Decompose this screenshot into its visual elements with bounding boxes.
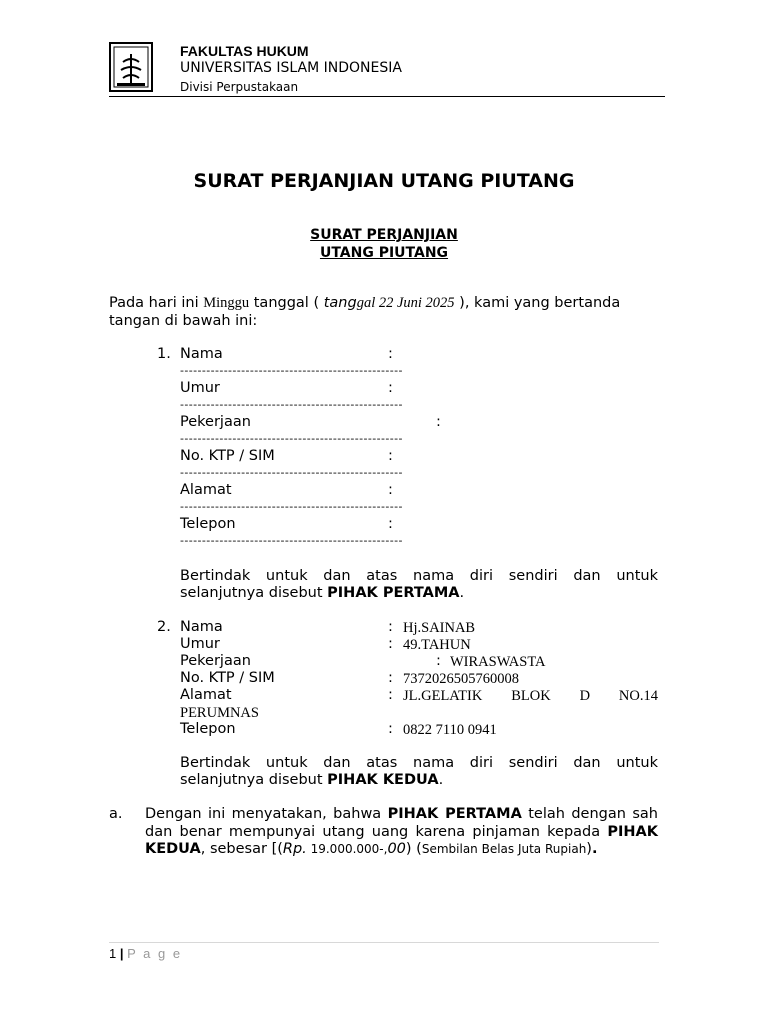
party1-statement-line-1: Bertindak untuk dan atas nama diri sendiri dan untuk: [180, 568, 658, 584]
party2-ktp-value: 7372026505760008: [403, 671, 519, 687]
party2-name-label: Nama: [180, 619, 223, 635]
party1-ktp-colon: :: [388, 448, 393, 464]
party2-address-label: Alamat: [180, 687, 232, 703]
intro-day: Minggu: [203, 295, 250, 311]
party2-age-value: 49.TAHUN: [403, 637, 471, 653]
party2-name-colon: :: [388, 619, 393, 635]
party1-number: 1.: [157, 346, 171, 362]
party1-age-dashes: ---------------------------------------------------: [180, 398, 403, 411]
subtitle-line-1: SURAT PERJANJIAN: [310, 227, 458, 243]
party1-age-colon: :: [388, 380, 393, 396]
page-footer: 1 | P a g e: [109, 946, 183, 961]
party2-phone-label: Telepon: [180, 721, 236, 737]
page-label: P a g e: [127, 946, 183, 961]
intro-date: gal 22 Juni 2025: [356, 295, 455, 311]
party2-phone-value: 0822 7110 0941: [403, 722, 497, 738]
page-number: 1: [109, 946, 117, 961]
party2-name-value: Hj.SAINAB: [403, 620, 476, 636]
party2-age-colon: :: [388, 636, 393, 652]
party1-address-colon: :: [388, 482, 393, 498]
party1-phone-dashes: ---------------------------------------------------: [180, 534, 403, 547]
party2-ktp-label: No. KTP / SIM: [180, 670, 275, 686]
party2-ktp-colon: :: [388, 670, 393, 686]
party1-job-colon: :: [436, 414, 441, 430]
party2-number: 2.: [157, 619, 171, 635]
party2-address-colon: :: [388, 687, 393, 703]
clause-a-amount: 19.000.000-,: [306, 842, 388, 856]
division-name: Divisi Perpustakaan: [180, 80, 299, 94]
party2-job-colon: :: [436, 653, 441, 669]
clause-a-marker: a.: [109, 806, 123, 822]
party2-designation: PIHAK KEDUA: [327, 772, 439, 788]
party2-statement-line-2: selanjutnya disebut PIHAK KEDUA.: [180, 772, 444, 788]
party1-job-label: Pekerjaan: [180, 414, 251, 430]
party2-address-value: JL.GELATIK BLOK D NO.14: [403, 688, 658, 704]
party1-age-label: Umur: [180, 380, 220, 396]
party1-phone-label: Telepon: [180, 516, 236, 532]
party1-statement-line-2: selanjutnya disebut PIHAK PERTAMA.: [180, 585, 465, 601]
faculty-name: FAKULTAS HUKUM: [180, 43, 309, 59]
university-logo: [109, 42, 153, 92]
party1-job-dashes: ---------------------------------------------------: [180, 432, 403, 445]
intro-line-2: tangan di bawah ini:: [109, 313, 258, 329]
party2-statement-line-1: Bertindak untuk dan atas nama diri sendiri dan untuk: [180, 755, 658, 771]
party2-age-label: Umur: [180, 636, 220, 652]
document-title: SURAT PERJANJIAN UTANG PIUTANG: [193, 170, 575, 192]
clause-a-amount-words: Sembilan Belas Juta Rupiah: [421, 842, 587, 856]
party1-ktp-dashes: ---------------------------------------------------: [180, 466, 403, 479]
intro-line-1: Pada hari ini Minggu tanggal ( tanggal 22 Juni 2025 ), kami yang bertanda: [109, 295, 621, 311]
party2-address-continuation: PERUMNAS: [180, 705, 259, 721]
party1-name-colon: :: [388, 346, 393, 362]
party1-address-label: Alamat: [180, 482, 232, 498]
footer-divider: [109, 942, 659, 943]
party2-phone-colon: :: [388, 721, 393, 737]
subtitle-line-2: UTANG PIUTANG: [319, 245, 449, 261]
party1-name-label: Nama: [180, 346, 223, 362]
party2-job-label: Pekerjaan: [180, 653, 251, 669]
party1-name-dashes: ---------------------------------------------------: [180, 364, 403, 377]
party1-ktp-label: No. KTP / SIM: [180, 448, 275, 464]
university-name: UNIVERSITAS ISLAM INDONESIA: [180, 60, 402, 76]
party2-job-value: WIRASWASTA: [450, 654, 546, 670]
party1-phone-colon: :: [388, 516, 393, 532]
clause-a-text: Dengan ini menyatakan, bahwa PIHAK PERTAMA telah dengan sah dan benar mempunyai utang uang karena pinjaman kepada PIHAK KEDUA, sebesar [(Rp. 19.000.000-,00) (Sembilan Belas Juta Rupiah).: [145, 806, 658, 857]
party1-address-dashes: ---------------------------------------------------: [180, 500, 403, 513]
header-divider: [109, 96, 665, 97]
party1-designation: PIHAK PERTAMA: [327, 585, 460, 601]
